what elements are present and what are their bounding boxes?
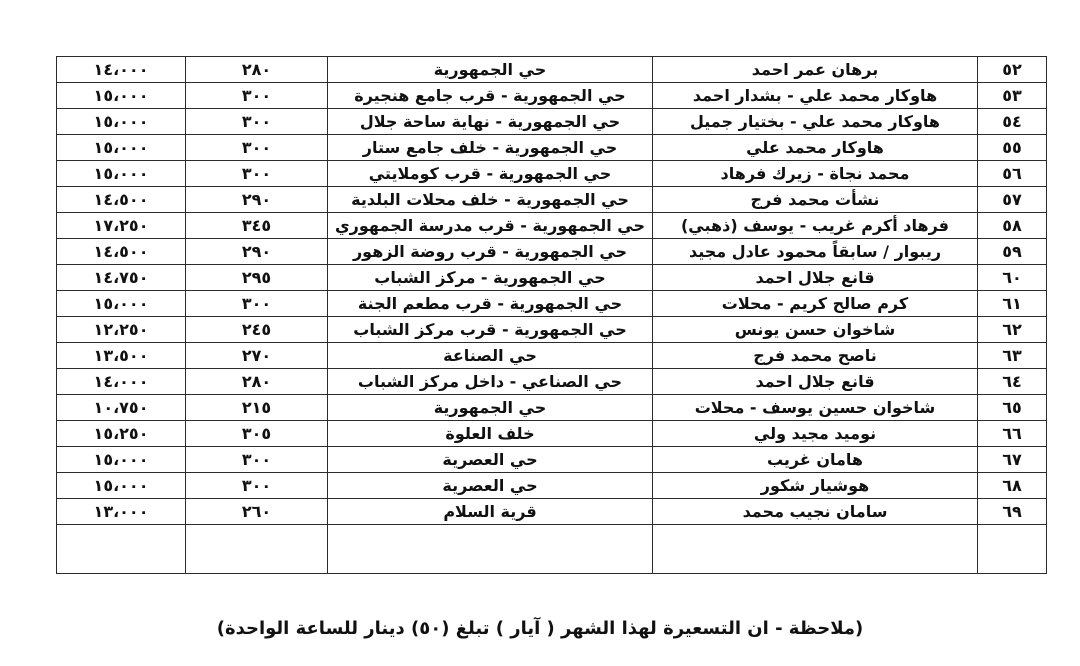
location-cell: حي الجمهورية - قرب مطعم الجنة	[328, 291, 653, 317]
location-cell: حي الجمهورية	[328, 57, 653, 83]
hours-cell: ٣٠٠	[186, 161, 328, 187]
hours-cell: ٢٤٥	[186, 317, 328, 343]
owner-name-cell: برهان عمر احمد	[653, 57, 978, 83]
empty-cell	[978, 525, 1047, 574]
hours-cell: ٢٩٠	[186, 187, 328, 213]
owner-name-cell: سامان نجيب محمد	[653, 499, 978, 525]
amount-cell: ١٣،٠٠٠	[57, 499, 186, 525]
row-number-cell: ٥٢	[978, 57, 1047, 83]
amount-cell: ١٠،٧٥٠	[57, 395, 186, 421]
pricing-note: (ملاحظة - ان التسعيرة لهذا الشهر ( آيار ) تبلغ (٥٠) دينار للساعة الواحدة)	[216, 618, 864, 639]
row-number-cell: ٦٢	[978, 317, 1047, 343]
hours-cell: ٢٩٥	[186, 265, 328, 291]
table-row	[57, 421, 1047, 447]
location-cell: حي الجمهورية - قرب مدرسة الجمهوري	[328, 213, 653, 239]
owner-name-cell: قانع جلال احمد	[653, 265, 978, 291]
location-cell: قرية السلام	[328, 499, 653, 525]
table-row	[57, 213, 1047, 239]
amount-cell: ١٣،٥٠٠	[57, 343, 186, 369]
table-row	[57, 239, 1047, 265]
owner-name-cell: هامان غريب	[653, 447, 978, 473]
table-row	[57, 395, 1047, 421]
location-cell: حي الجمهورية - قرب روضة الزهور	[328, 239, 653, 265]
owner-name-cell: محمد نجاة - زيرك فرهاد	[653, 161, 978, 187]
row-number-cell: ٦٠	[978, 265, 1047, 291]
pricing-table	[56, 56, 1047, 574]
hours-cell: ٢٩٠	[186, 239, 328, 265]
location-cell: خلف العلوة	[328, 421, 653, 447]
row-number-cell: ٥٧	[978, 187, 1047, 213]
hours-cell: ٣٠٠	[186, 83, 328, 109]
table-row	[57, 291, 1047, 317]
row-number-cell: ٦٣	[978, 343, 1047, 369]
owner-name-cell: نوميد مجيد ولي	[653, 421, 978, 447]
empty-cell	[57, 525, 186, 574]
empty-cell	[653, 525, 978, 574]
hours-cell: ٢١٥	[186, 395, 328, 421]
table-row	[57, 473, 1047, 499]
row-number-cell: ٥٥	[978, 135, 1047, 161]
hours-cell: ٢٧٠	[186, 343, 328, 369]
hours-cell: ٢٦٠	[186, 499, 328, 525]
location-cell: حي الجمهورية - قرب كوملايتي	[328, 161, 653, 187]
location-cell: حي الجمهورية - خلف محلات البلدية	[328, 187, 653, 213]
amount-cell: ١٤،٥٠٠	[57, 187, 186, 213]
amount-cell: ١٥،٠٠٠	[57, 109, 186, 135]
owner-name-cell: فرهاد أكرم غريب - يوسف (ذهبي)	[653, 213, 978, 239]
owner-name-cell: هوشيار شكور	[653, 473, 978, 499]
row-number-cell: ٥٦	[978, 161, 1047, 187]
amount-cell: ١٧،٢٥٠	[57, 213, 186, 239]
row-number-cell: ٦٤	[978, 369, 1047, 395]
hours-cell: ٣٠٠	[186, 447, 328, 473]
amount-cell: ١٥،٠٠٠	[57, 447, 186, 473]
table-row	[57, 265, 1047, 291]
table-row	[57, 109, 1047, 135]
hours-cell: ٢٨٠	[186, 57, 328, 83]
hours-cell: ٣٠٥	[186, 421, 328, 447]
location-cell: حي العصرية	[328, 447, 653, 473]
location-cell: حي الجمهورية - نهاية ساحة جلال	[328, 109, 653, 135]
owner-name-cell: قانع جلال احمد	[653, 369, 978, 395]
amount-cell: ١٤،٠٠٠	[57, 369, 186, 395]
owner-name-cell: ريبوار / سابقاً محمود عادل مجيد	[653, 239, 978, 265]
row-number-cell: ٥٩	[978, 239, 1047, 265]
owner-name-cell: ناصح محمد فرج	[653, 343, 978, 369]
table-row	[57, 187, 1047, 213]
table-row	[57, 447, 1047, 473]
table-row	[57, 135, 1047, 161]
amount-cell: ١٥،٠٠٠	[57, 161, 186, 187]
owner-name-cell: هاوكار محمد علي - بختيار جميل	[653, 109, 978, 135]
amount-cell: ١٤،٧٥٠	[57, 265, 186, 291]
table-row	[57, 83, 1047, 109]
empty-cell	[328, 525, 653, 574]
empty-cell	[186, 525, 328, 574]
location-cell: حي الصناعي - داخل مركز الشباب	[328, 369, 653, 395]
row-number-cell: ٦٧	[978, 447, 1047, 473]
row-number-cell: ٥٤	[978, 109, 1047, 135]
table-row	[57, 369, 1047, 395]
hours-cell: ٣٠٠	[186, 109, 328, 135]
amount-cell: ١٥،٢٥٠	[57, 421, 186, 447]
hours-cell: ٣٠٠	[186, 473, 328, 499]
amount-cell: ١٥،٠٠٠	[57, 83, 186, 109]
table-body	[57, 57, 1047, 574]
location-cell: حي الجمهورية - خلف جامع ستار	[328, 135, 653, 161]
owner-name-cell: كرم صالح كريم - محلات	[653, 291, 978, 317]
table-row	[57, 343, 1047, 369]
location-cell: حي العصرية	[328, 473, 653, 499]
location-cell: حي الصناعة	[328, 343, 653, 369]
row-number-cell: ٦٥	[978, 395, 1047, 421]
location-cell: حي الجمهورية - مركز الشباب	[328, 265, 653, 291]
owner-name-cell: هاوكار محمد علي - بشدار احمد	[653, 83, 978, 109]
owner-name-cell: شاخوان حسن يونس	[653, 317, 978, 343]
row-number-cell: ٦٨	[978, 473, 1047, 499]
table-row	[57, 57, 1047, 83]
row-number-cell: ٥٣	[978, 83, 1047, 109]
row-number-cell: ٦٩	[978, 499, 1047, 525]
amount-cell: ١٥،٠٠٠	[57, 291, 186, 317]
row-number-cell: ٦٦	[978, 421, 1047, 447]
amount-cell: ١٢،٢٥٠	[57, 317, 186, 343]
owner-name-cell: شاخوان حسين يوسف - محلات	[653, 395, 978, 421]
hours-cell: ٣٠٠	[186, 291, 328, 317]
location-cell: حي الجمهورية - قرب جامع هنجيرة	[328, 83, 653, 109]
row-number-cell: ٦١	[978, 291, 1047, 317]
owner-name-cell: نشأت محمد فرج	[653, 187, 978, 213]
amount-cell: ١٤،٥٠٠	[57, 239, 186, 265]
table-row	[57, 161, 1047, 187]
amount-cell: ١٤،٠٠٠	[57, 57, 186, 83]
hours-cell: ٣٤٥	[186, 213, 328, 239]
row-number-cell: ٥٨	[978, 213, 1047, 239]
table-row	[57, 317, 1047, 343]
amount-cell: ١٥،٠٠٠	[57, 473, 186, 499]
owner-name-cell: هاوكار محمد علي	[653, 135, 978, 161]
table-row	[57, 499, 1047, 525]
location-cell: حي الجمهورية - قرب مركز الشباب	[328, 317, 653, 343]
amount-cell: ١٥،٠٠٠	[57, 135, 186, 161]
location-cell: حي الجمهورية	[328, 395, 653, 421]
empty-table-row	[57, 525, 1047, 574]
hours-cell: ٢٨٠	[186, 369, 328, 395]
hours-cell: ٣٠٠	[186, 135, 328, 161]
